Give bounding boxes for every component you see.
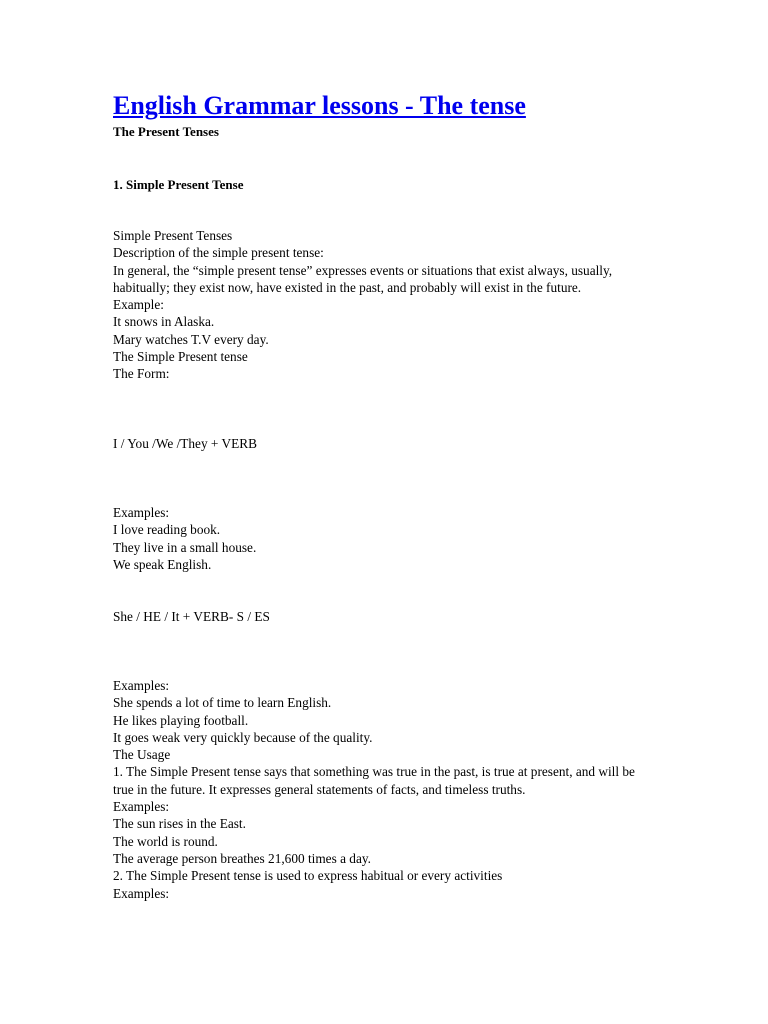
form-label: The Form: — [113, 366, 170, 382]
section-heading: 1. Simple Present Tense — [113, 177, 244, 192]
examples-label: Examples: — [113, 505, 170, 520]
example-item: The sun rises in the East. — [113, 816, 246, 832]
usage-heading: The Usage — [113, 747, 171, 763]
example-item: It snows in Alaska. — [113, 314, 215, 330]
usage-rule-1: 1. The Simple Present tense says that something was true in the past, is true at present, and will be true in the future. It expresses general statements of facts, and timeless truths. — [113, 764, 635, 797]
description-label: Description of the simple present tense: — [113, 245, 324, 261]
example-item: They live in a small house. — [113, 539, 257, 555]
form-2-formula: She / HE / It + VERB- S / ES — [113, 609, 270, 624]
example-item: He likes playing football. — [113, 712, 249, 728]
intro-label: Simple Present Tenses — [113, 228, 233, 243]
form-2-and-usage-block — [113, 677, 658, 902]
form-2-formula-block — [113, 608, 658, 625]
example-item: The average person breathes 21,600 times a day. — [113, 850, 371, 866]
document-subtitle: The Present Tenses — [113, 124, 219, 139]
example-item: I love reading book. — [113, 522, 221, 538]
form-1-formula-block — [113, 435, 658, 452]
intro-block — [113, 227, 658, 383]
form-1-formula: I / You /We /They + VERB — [113, 436, 257, 451]
examples-label: Examples: — [113, 885, 170, 901]
example-item: The world is round. — [113, 833, 218, 849]
document-title-link[interactable]: English Grammar lessons - The tense — [113, 91, 526, 120]
example-item: She spends a lot of time to learn English. — [113, 695, 332, 711]
form-heading: The Simple Present tense — [113, 349, 248, 365]
usage-rule-2: 2. The Simple Present tense is used to express habitual or every activities — [113, 868, 503, 884]
examples-label: Examples: — [113, 678, 170, 693]
examples-label: Examples: — [113, 799, 170, 815]
example-item: Mary watches T.V every day. — [113, 331, 269, 347]
description-paragraph: In general, the “simple present tense” expresses events or situations that exist always, usually, habitually; they exist now, have existed in the past, and probably will exist in the future. — [113, 262, 613, 295]
example-label: Example: — [113, 297, 164, 313]
form-1-examples-block — [113, 504, 658, 573]
example-item: It goes weak very quickly because of the quality. — [113, 729, 373, 745]
example-item: We speak English. — [113, 556, 212, 572]
